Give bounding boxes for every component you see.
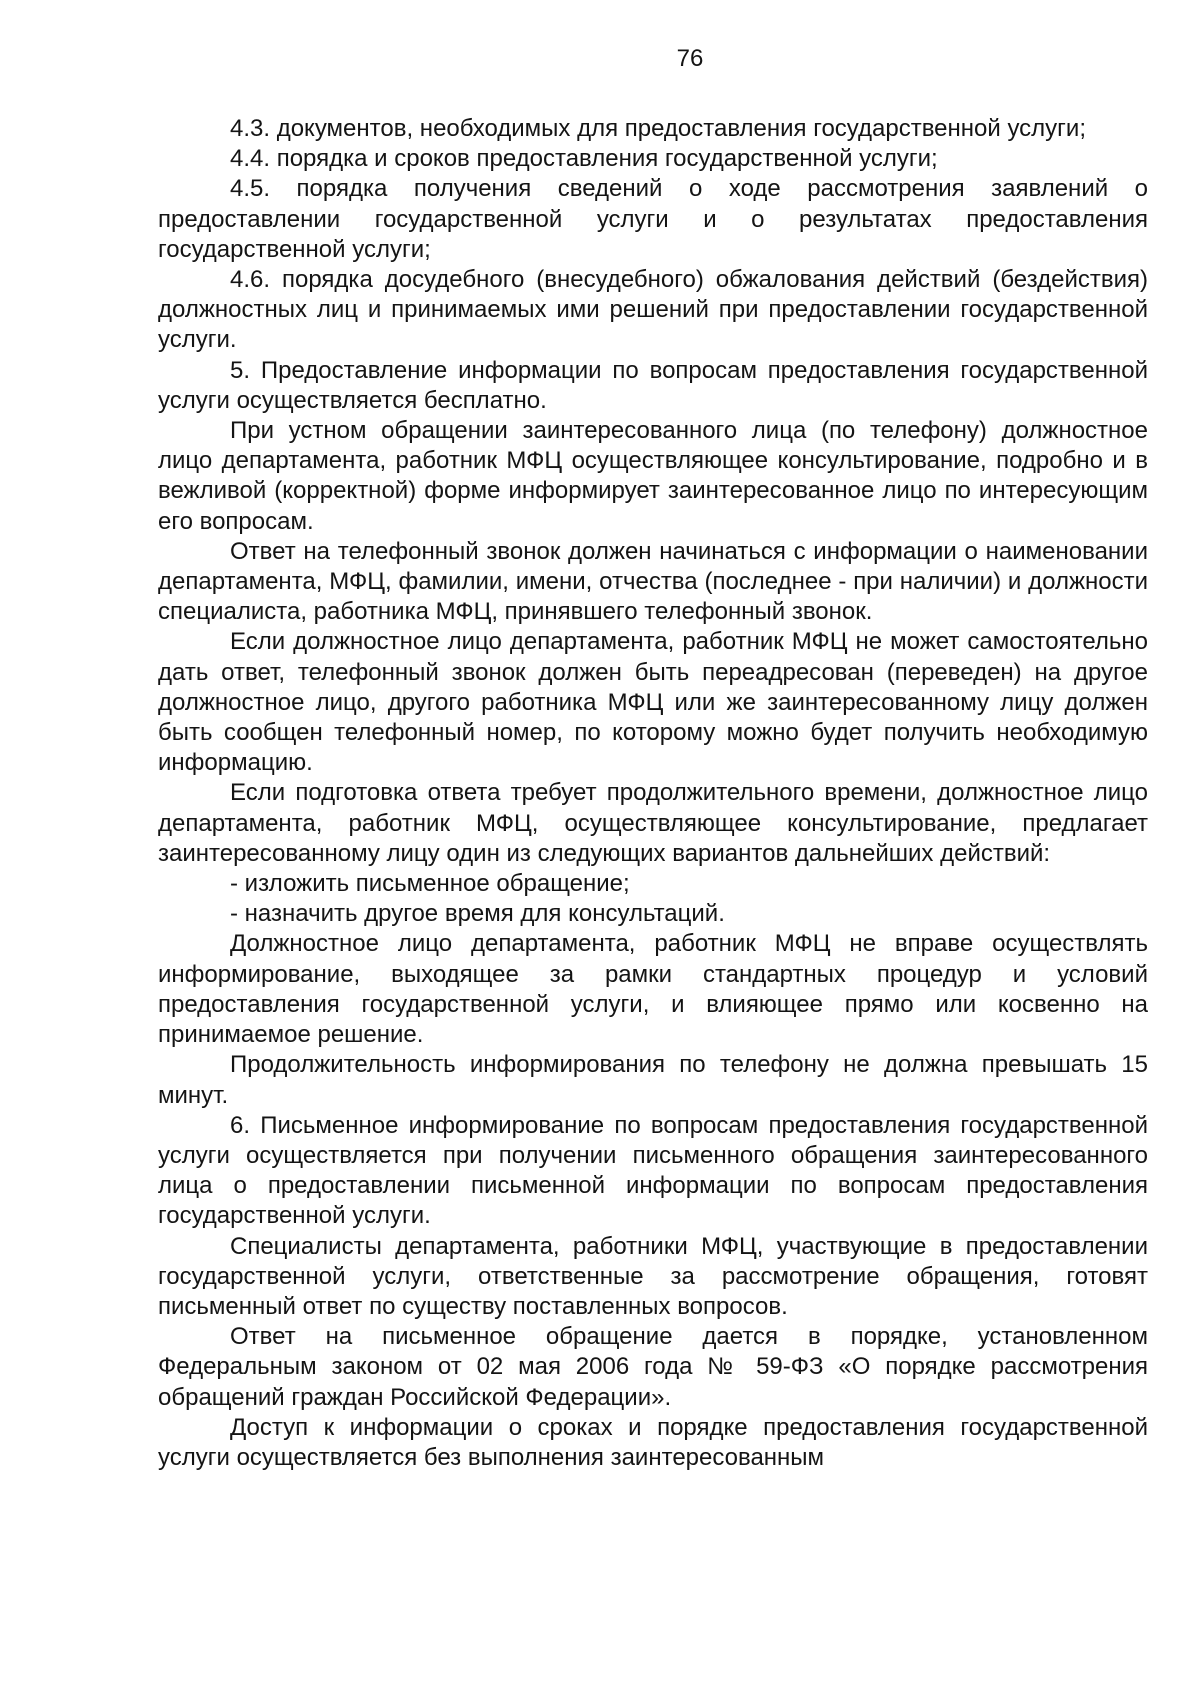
paragraph-5: 5. Предоставление информации по вопросам предоставления государственной услуги осуществляется бесплатно. <box>158 356 1148 414</box>
paragraph-access: Доступ к информации о сроках и порядке предоставления государственной услуги осуществляется без выполнения заинтересованным <box>158 1413 1148 1471</box>
paragraph-6: 6. Письменное информирование по вопросам предоставления государственной услуги осуществляется при получении письменного обращения заинтересованного лица о предоставлении письменной информации по вопросам предоставления государственной услуги. <box>158 1111 1148 1230</box>
paragraph-written-answer: Ответ на письменное обращение дается в порядке, установленном Федеральным законом от 02 мая 2006 года № 59-ФЗ «О порядке рассмотрения обращений граждан Российской Федерации». <box>158 1323 1148 1411</box>
paragraph-4-5: 4.5. порядка получения сведений о ходе рассмотрения заявлений о предоставлении государственной услуги и о результатах предоставления государственной услуги; <box>158 175 1148 263</box>
list-item-other-time: - назначить другое время для консультаций. <box>230 900 725 928</box>
paragraph-4-3: 4.3. документов, необходимых для предоставления государственной услуги; <box>230 115 1087 142</box>
paragraph-duration: Продолжительность информирования по телефону не должна превышать 15 минут. <box>158 1051 1148 1109</box>
page-number: 76 <box>676 45 704 72</box>
paragraph-phone-answer: Ответ на телефонный звонок должен начинаться с информации о наименовании департамента, МФЦ, фамилии, имени, отчества (последнее - при наличии) и должности специалиста, работника МФЦ, принявшего телефонный звонок. <box>158 537 1148 626</box>
paragraph-oral-request: При устном обращении заинтересованного лица (по телефону) должностное лицо департамента, работник МФЦ осуществляющее консультирование, подробно и в вежливой (корректной) форме информирует заинтересованное лицо по интересующим его вопросам. <box>158 417 1148 535</box>
paragraph-long-answer: Если подготовка ответа требует продолжительного времени, должностное лицо департамента, работник МФЦ, осуществляющее консультирование, предлагает заинтересованному лицу один из следующих вариантов дальнейших действий: <box>158 779 1148 867</box>
paragraph-4-6: 4.6. порядка досудебного (внесудебного) обжалования действий (бездействия) должностных лиц и принимаемых ими решений при предоставлении государственной услуги. <box>158 266 1148 354</box>
paragraph-redirect: Если должностное лицо департамента, работник МФЦ не может самостоятельно дать ответ, телефонный звонок должен быть переадресован (переведен) на другое должностное лицо, другого работника МФЦ или же заинтересованному лицу должен быть сообщен телефонный номер, по которому можно будет получить необходимую информацию. <box>158 628 1148 777</box>
paragraph-specialists: Специалисты департамента, работники МФЦ, участвующие в предоставлении государственной услуги, ответственные за рассмотрение обращения, готовят письменный ответ по существу поставленных вопросов. <box>158 1232 1148 1320</box>
document-body <box>158 114 1148 1473</box>
paragraph-not-entitled: Должностное лицо департамента, работник МФЦ не вправе осуществлять информирование, выходящее за рамки стандартных процедур и условий предоставления государственной услуги, и влияющее прямо или косвенно на принимаемое решение. <box>158 930 1148 1049</box>
paragraph-4-4: 4.4. порядка и сроков предоставления государственной услуги; <box>230 145 938 173</box>
list-item-written-request: - изложить письменное обращение; <box>230 870 630 898</box>
